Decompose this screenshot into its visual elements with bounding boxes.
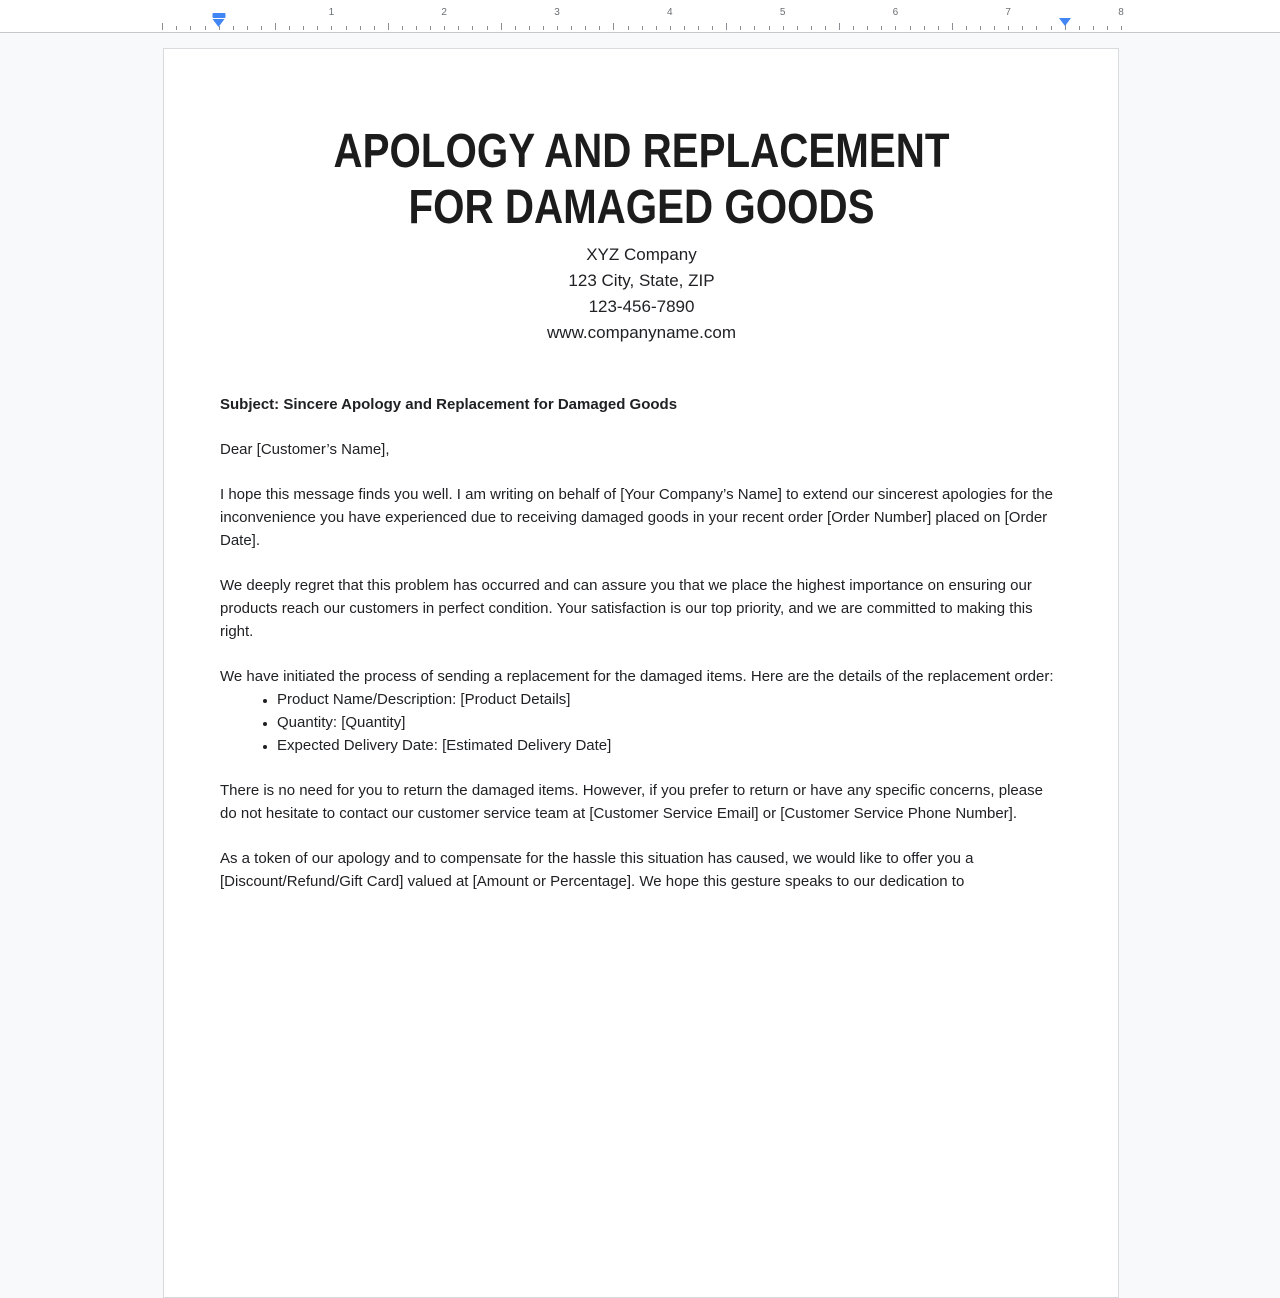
ruler-tick xyxy=(1107,26,1108,30)
ruler-tick xyxy=(331,26,332,30)
ruler-tick xyxy=(557,26,558,30)
ruler-tick xyxy=(162,23,163,30)
ruler-tick xyxy=(867,26,868,30)
ruler-tick xyxy=(458,26,459,30)
right-indent-triangle-icon[interactable] xyxy=(1059,18,1071,26)
ruler-tick xyxy=(529,26,530,30)
left-indent-marker[interactable] xyxy=(213,13,226,27)
right-indent-marker[interactable] xyxy=(1059,17,1071,26)
ruler-tick xyxy=(501,23,502,30)
ruler-tick xyxy=(317,26,318,30)
ruler-tick xyxy=(176,26,177,30)
ruler-tick xyxy=(670,26,671,30)
document-title-line1: APOLOGY AND REPLACEMENT xyxy=(333,125,950,178)
ruler-tick xyxy=(430,26,431,30)
ruler-tick xyxy=(599,26,600,30)
ruler-tick xyxy=(1121,26,1122,30)
paragraph-5: As a token of our apology and to compensate for the hassle this situation has caused, we would like to offer you a [Discount/Refund/Gift Card] valued at [Amount or Percentage]. We hope this gesture speaks to our dedication to xyxy=(220,850,974,890)
ruler-tick xyxy=(712,26,713,30)
ruler-tick xyxy=(360,26,361,30)
ruler-tick xyxy=(444,26,445,30)
salutation: Dear [Customer’s Name], xyxy=(220,441,390,458)
ruler-tick xyxy=(515,26,516,30)
ruler-tick xyxy=(275,23,276,30)
ruler-tick xyxy=(487,26,488,30)
document-title-line2: FOR DAMAGED GOODS xyxy=(408,181,875,234)
ruler-tick xyxy=(388,23,389,30)
ruler-tick xyxy=(472,26,473,30)
ruler-number-3: 3 xyxy=(554,7,560,18)
replacement-details-list xyxy=(220,688,1063,757)
company-address: 123 City, State, ZIP xyxy=(568,271,715,290)
ruler-tick xyxy=(1051,26,1052,30)
ruler-tick xyxy=(1093,26,1094,30)
ruler-tick xyxy=(769,26,770,30)
ruler-tick xyxy=(247,26,248,30)
ruler-tick xyxy=(754,26,755,30)
ruler-tick xyxy=(684,26,685,30)
ruler-tick xyxy=(585,26,586,30)
ruler-tick xyxy=(416,26,417,30)
ruler-tick xyxy=(628,26,629,30)
ruler-tick xyxy=(642,26,643,30)
ruler-number-8: 8 xyxy=(1118,7,1124,18)
ruler-tick xyxy=(543,26,544,30)
company-phone: 123-456-7890 xyxy=(588,297,695,316)
ruler-tick xyxy=(994,26,995,30)
paragraph-4: There is no need for you to return the damaged items. However, if you prefer to return or have any specific concerns, please do not hesitate to contact our customer service team at [Customer Service Email] or [Customer Service Phone Number]. xyxy=(220,782,1043,822)
ruler-tick xyxy=(783,26,784,30)
ruler-tick xyxy=(924,26,925,30)
ruler-tick xyxy=(346,26,347,30)
ruler-tick xyxy=(374,26,375,30)
ruler-tick xyxy=(698,26,699,30)
ruler-number-4: 4 xyxy=(667,7,673,18)
ruler-tick xyxy=(289,26,290,30)
ruler-tick xyxy=(205,26,206,30)
ruler[interactable] xyxy=(163,0,1124,32)
ruler-tick xyxy=(261,26,262,30)
ruler-tick xyxy=(839,23,840,30)
list-item-quantity: • Quantity: [Quantity] xyxy=(277,711,1063,734)
ruler-tick xyxy=(726,23,727,30)
ruler-tick xyxy=(1008,26,1009,30)
ruler-number-7: 7 xyxy=(1005,7,1011,18)
ruler-tick xyxy=(966,26,967,30)
ruler-tick xyxy=(613,23,614,30)
ruler-tick xyxy=(881,26,882,30)
ruler-tick xyxy=(233,26,234,30)
ruler-tick xyxy=(938,26,939,30)
document-page[interactable] xyxy=(163,48,1119,1298)
ruler-tick xyxy=(1079,26,1080,30)
company-info-block xyxy=(220,242,1063,346)
ruler-tick xyxy=(1022,26,1023,30)
ruler-tick xyxy=(656,26,657,30)
document-title xyxy=(287,124,995,236)
ruler-tick xyxy=(910,26,911,30)
ruler-number-6: 6 xyxy=(892,7,899,18)
ruler-tick xyxy=(825,26,826,30)
ruler-tick xyxy=(190,26,191,30)
ruler-tick xyxy=(740,26,741,30)
ruler-tick xyxy=(1036,26,1037,30)
ruler-number-2: 2 xyxy=(441,7,447,18)
paragraph-3: We have initiated the process of sending a replacement for the damaged items. Here are the details of the replacement order: xyxy=(220,668,1054,685)
list-item-delivery-date: • Expected Delivery Date: [Estimated Delivery Date] xyxy=(277,734,1063,757)
subject-line: Subject: Sincere Apology and Replacement for Damaged Goods xyxy=(220,396,678,413)
ruler-tick xyxy=(797,26,798,30)
paragraph-1: I hope this message finds you well. I am writing on behalf of [Your Company’s Name] to extend our sincerest apologies for the inconvenience you have experienced due to receiving damaged goods in your recent order [Order Number] placed on [Order Date]. xyxy=(220,486,1053,549)
ruler-number-5: 5 xyxy=(779,7,786,18)
ruler-tick xyxy=(811,26,812,30)
ruler-tick xyxy=(895,26,896,30)
paragraph-2: We deeply regret that this problem has occurred and can assure you that we place the highest importance on ensuring our products reach our customers in perfect condition. Your satisfaction is our top priority, and we are committed to making this right. xyxy=(220,577,1033,640)
left-indent-triangle-icon[interactable] xyxy=(213,19,225,27)
ruler-tick xyxy=(980,26,981,30)
company-website: www.companyname.com xyxy=(547,323,736,342)
ruler-bar[interactable] xyxy=(0,0,1280,33)
ruler-number-1: 1 xyxy=(328,7,335,18)
ruler-tick xyxy=(853,26,854,30)
ruler-tick xyxy=(402,26,403,30)
ruler-tick xyxy=(571,26,572,30)
ruler-tick xyxy=(952,23,953,30)
company-name: XYZ Company xyxy=(586,245,697,264)
ruler-tick xyxy=(303,26,304,30)
first-line-indent-marker-icon[interactable] xyxy=(213,13,226,18)
list-item-product: • Product Name/Description: [Product Details] xyxy=(277,688,1063,711)
